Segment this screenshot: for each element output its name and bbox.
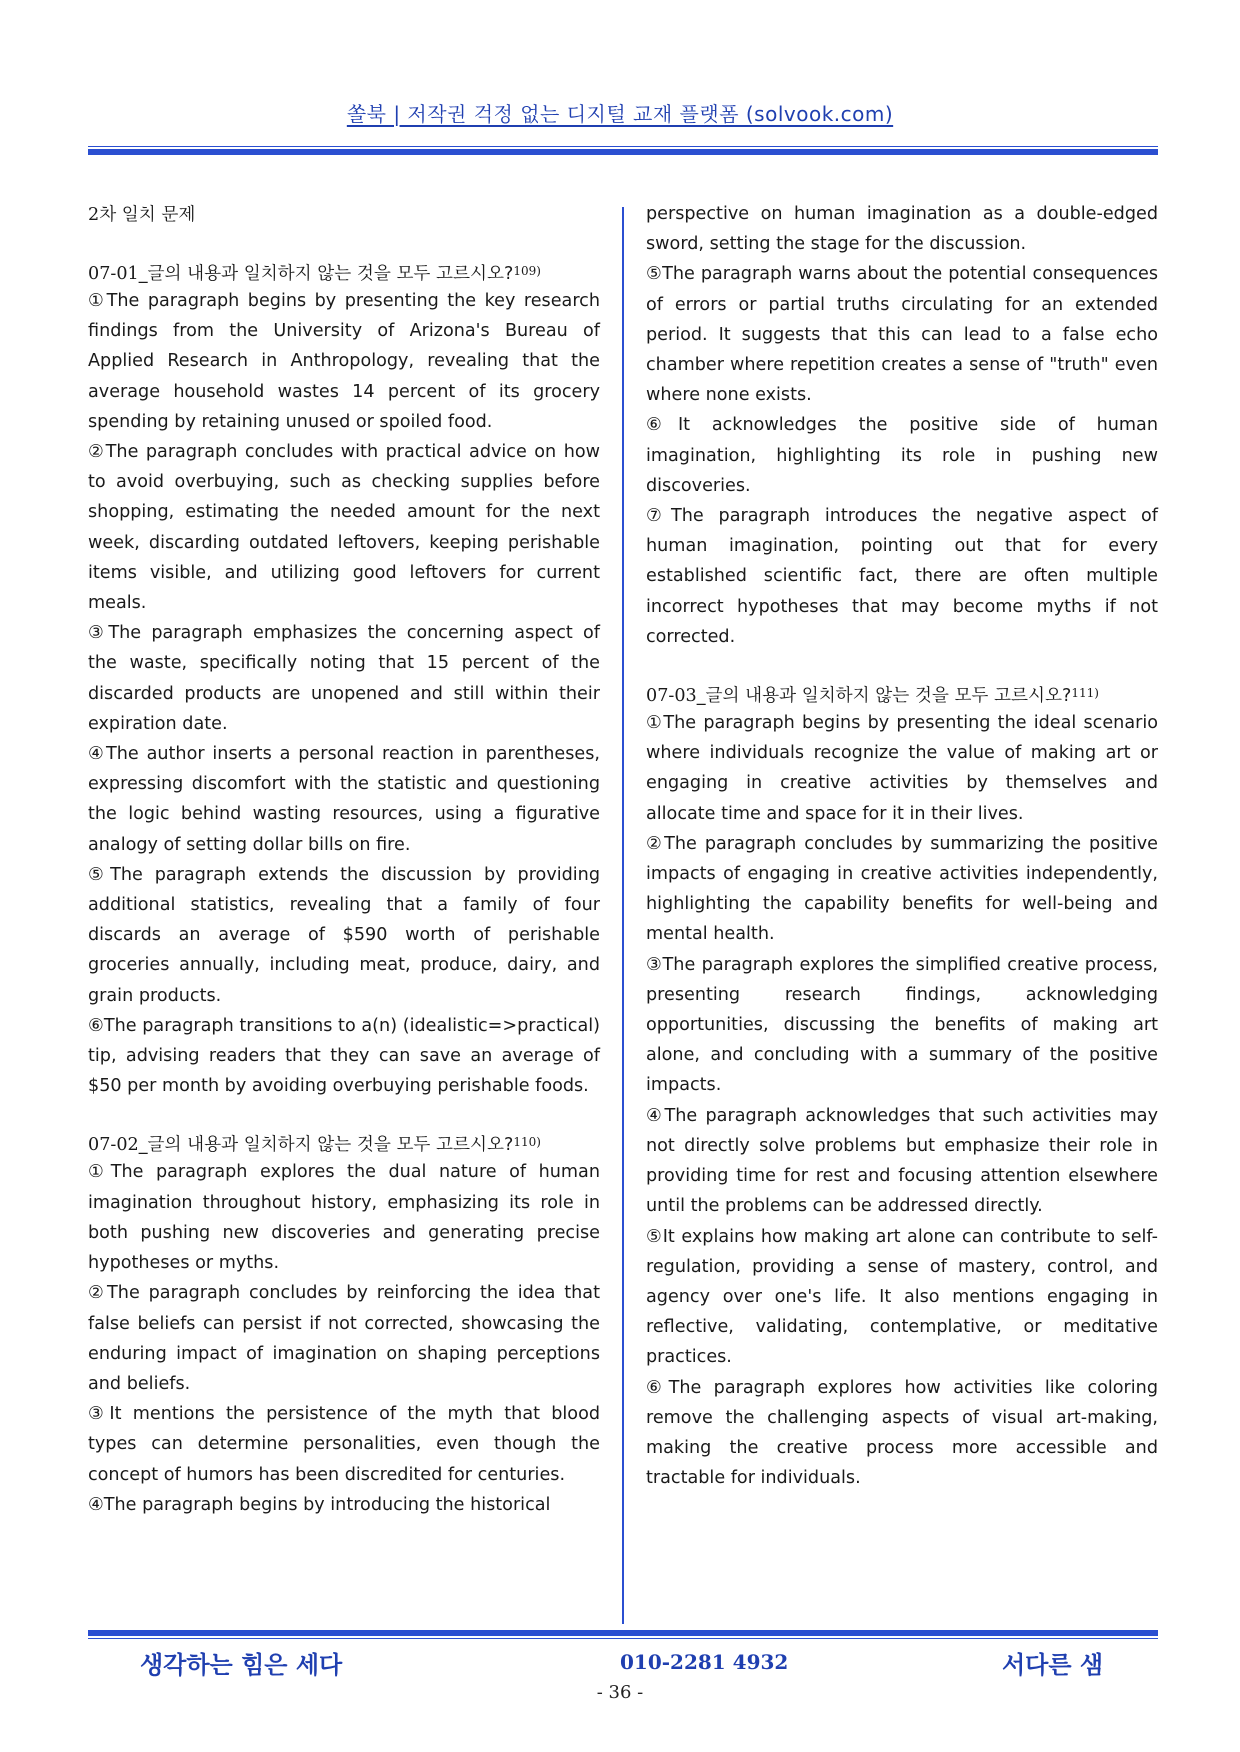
question-id: 07-03 (646, 686, 697, 707)
section-title: 2차 일치 문제 (88, 205, 196, 225)
header-rule (88, 146, 1158, 155)
answer-option: ③The paragraph emphasizes the concerning aspect of the waste, specifically noting that 15 percent of the discarded products are unopened and still within their expiration date. (88, 623, 600, 734)
right-column (646, 199, 1158, 1493)
footnote-ref: 110) (513, 1135, 541, 1150)
answer-option-part: ④The paragraph begins by introducing the historical (88, 1494, 551, 1515)
answer-option: ④The paragraph acknowledges that such activities may not directly solve problems but emphasize their role in providing time for rest and focusing attention elsewhere until the problems can be addressed directly. (646, 1105, 1158, 1217)
footer-author: 서다른 샘 (1002, 1651, 1104, 1679)
answer-option: ②The paragraph concludes by summarizing the positive impacts of engaging in creative activities independently, highlighting the capability benefits for well-being and mental health. (646, 833, 1158, 945)
answer-option: ⑤The paragraph warns about the potential consequences of errors or partial truths circulating for an extended period. It suggests that this can lead to a false echo chamber where repetition creates a sense of "truth" even where none exists. (646, 264, 1158, 406)
question-prompt: _글의 내용과 일치하지 않는 것을 모두 고르시오? (138, 264, 514, 284)
answer-option: ②The paragraph concludes with practical advice on how to avoid overbuying, such as checking supplies before shopping, estimating the needed amount for the next week, discarding outdated leftovers, keeping perishable items visible, and utilizing good leftovers for current meals. (88, 442, 600, 614)
header-link-text[interactable]: 쏠북 | 저작권 걱정 없는 디지털 교재 플랫폼 (solvook.com) (346, 102, 894, 126)
answer-option: ⑤The paragraph extends the discussion by providing additional statistics, revealing that a family of four discards an average of $590 worth of perishable groceries annually, including meat, produce, dairy, and grain products. (88, 864, 600, 1006)
footnote-ref: 109) (513, 264, 541, 278)
answer-option: ⑥It acknowledges the positive side of human imagination, highlighting its role in pushing new discoveries. (646, 415, 1158, 496)
answer-option: ③The paragraph explores the simplified creative process, presenting research findings, acknowledging opportunities, discussing the benefits of making art alone, and concluding with a summary of the positive impacts. (646, 954, 1158, 1096)
left-column (88, 200, 600, 1520)
question-heading-07-03 (646, 678, 1158, 708)
question-prompt: _글의 내용과 일치하지 않는 것을 모두 고르시오? (696, 686, 1072, 707)
answer-option: ①The paragraph begins by presenting the key research findings from the University of Arizona's Bureau of Applied Research in Anthropology, revealing that the average household wastes 14 percent of its grocery spending by retaining unused or spoiled food. (88, 291, 600, 432)
footer-rule (88, 1630, 1158, 1639)
answer-option: ③It mentions the persistence of the myth that blood types can determine personalities, even though the concept of humors has been discredited for centuries. (88, 1404, 600, 1485)
footer-phone: 010-2281 4932 (620, 1650, 789, 1674)
question-heading-07-01 (88, 256, 600, 286)
question-heading-07-02 (88, 1127, 600, 1157)
answer-option: ①The paragraph explores the dual nature of human imagination throughout history, emphasizing its role in both pushing new discoveries and generating precise hypotheses or myths. (88, 1162, 600, 1274)
answer-option: ①The paragraph begins by presenting the ideal scenario where individuals recognize the value of making art or engaging in creative activities by themselves and allocate time and space for it in their lives. (646, 713, 1158, 824)
answer-option: ⑤It explains how making art alone can contribute to self-regulation, providing a sense of mastery, control, and agency over one's life. It also mentions engaging in reflective, validating, contemplative, or meditative practices. (646, 1226, 1158, 1368)
page-number: - 36 - (596, 1682, 644, 1703)
answer-option-split (88, 1490, 600, 1520)
footnote-ref: 111) (1071, 686, 1099, 701)
question-id: 07-02 (88, 1135, 139, 1156)
answer-option: ④The author inserts a personal reaction in parentheses, expressing discomfort with the statistic and questioning the logic behind wasting resources, using a figurative analogy of setting dollar bills on fire. (88, 744, 600, 855)
question-prompt: _글의 내용과 일치하지 않는 것을 모두 고르시오? (138, 1135, 514, 1156)
answer-option: ⑥The paragraph transitions to a(n) (idealistic=>practical) tip, advising readers that they can save an average of $50 per month by avoiding overbuying perishable foods. (88, 1015, 600, 1097)
answer-option: ⑦The paragraph introduces the negative aspect of human imagination, pointing out that for every established scientific fact, there are often multiple incorrect hypotheses that may become myths if not corrected. (646, 506, 1158, 647)
answer-option: ②The paragraph concludes by reinforcing the idea that false beliefs can persist if not corrected, showcasing the enduring impact of imagination on shaping perceptions and beliefs. (88, 1283, 600, 1394)
question-id: 07-01 (88, 264, 139, 284)
footer-slogan: 생각하는 힘은 세다 (140, 1651, 343, 1679)
site-header-link[interactable] (0, 98, 1240, 127)
answer-option: ⑥The paragraph explores how activities like coloring remove the challenging aspects of visual art-making, making the creative process more accessible and tractable for individuals. (646, 1377, 1158, 1489)
column-divider (622, 207, 624, 1624)
answer-option-continued: perspective on human imagination as a double-edged sword, setting the stage for the discussion. (646, 204, 1158, 255)
